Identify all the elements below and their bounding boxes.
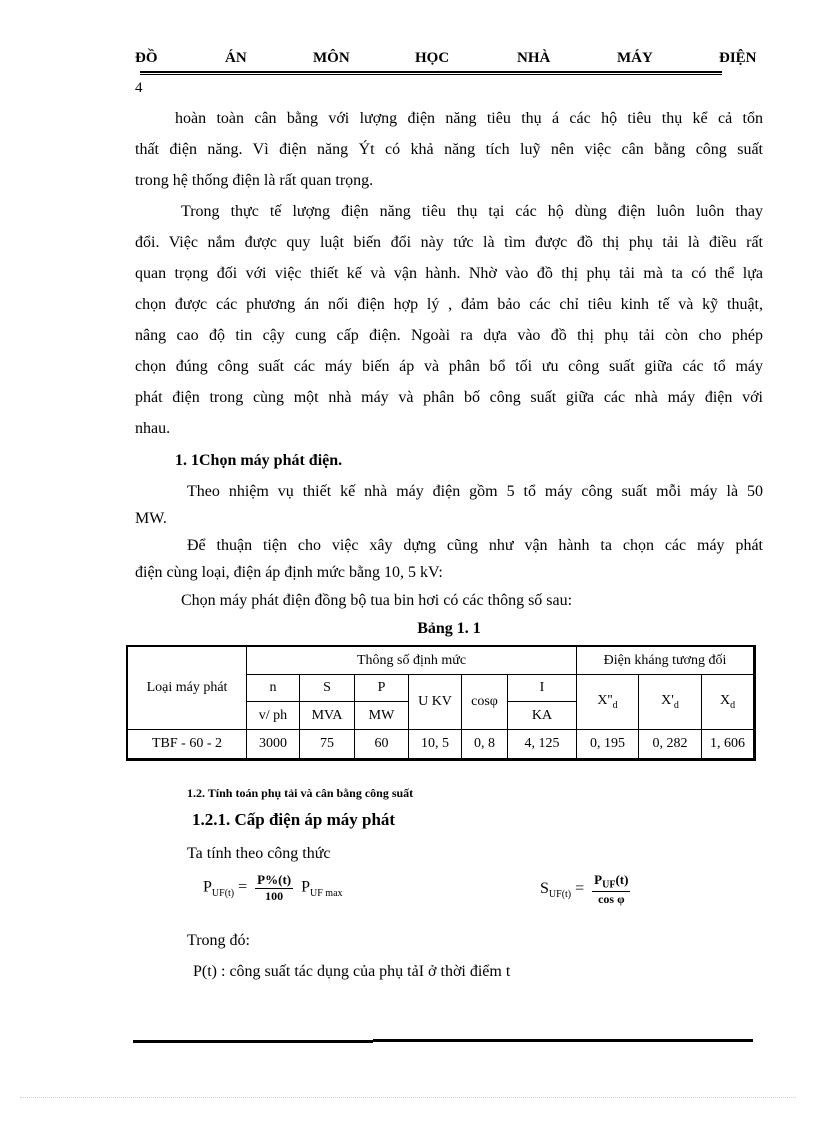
paragraph-line: chọn đúng công suất các máy biến áp và phân bổ tối ưu công suất giữa các tổ máy (135, 358, 763, 375)
th-i-unit: KA (508, 702, 577, 730)
subsection-heading: 1.2.1. Cấp điện áp máy phát (192, 810, 396, 829)
paragraph-line: quan trọng đối với việc thiết kế và vận hành. Nhờ vào đồ thị phụ tải mà ta có thể lựa (135, 265, 763, 282)
table-cell: 0, 282 (639, 730, 702, 759)
paragraph-line: hoàn toàn cân bằng với lượng điện năng tiêu thụ á các hộ tiêu thụ kể cả tổn (175, 110, 763, 127)
th-i: I (508, 675, 577, 702)
paragraph-line: Theo nhiệm vụ thiết kế nhà máy điện gồm 5 tổ máy công suất mỗi máy là 50 (187, 483, 763, 500)
th-xd-transient: $X'_d$ (639, 675, 702, 730)
header-word: NHÀ (517, 50, 551, 66)
paragraph-line: Để thuận tiện cho việc xây dựng cũng như vận hành ta chọn các máy phát (187, 537, 763, 554)
th-s-unit: MVA (300, 702, 355, 730)
th-s: S (300, 675, 355, 702)
table-cell: 1, 606 (702, 730, 754, 759)
paragraph-line: nhau. (135, 420, 171, 437)
table-caption: Bảng 1. 1 (417, 620, 481, 637)
paragraph-line: điện cùng loại, điện áp định mức bằng 10, 5 kV: (135, 564, 443, 581)
table-cell: 0, 195 (577, 730, 639, 759)
th-type: Loại máy phát (128, 647, 247, 730)
fraction: $\frac{P\%(t)}{100}$ (257, 872, 292, 903)
header-word: MÁY (617, 50, 653, 66)
header-rule (140, 71, 722, 73)
th-n-unit: v/ ph (247, 702, 300, 730)
paragraph-line: MW. (135, 510, 167, 527)
th-u: U KV (409, 675, 462, 730)
footer-rule (373, 1039, 753, 1042)
table-cell: 0, 8 (462, 730, 508, 759)
footer-rule (133, 1040, 373, 1043)
where-label: Trong đó: (187, 932, 250, 949)
th-n: n (247, 675, 300, 702)
th-xd: $X_d$ (702, 675, 754, 730)
header-word: ĐIỆN (719, 50, 757, 66)
header-word: ÁN (225, 50, 247, 66)
page-edge-dots (20, 1097, 796, 1098)
table-cell: 60 (355, 730, 409, 759)
table-cell: 4, 125 (508, 730, 577, 759)
header-word: ĐỒ (135, 50, 158, 66)
section-heading: 1. 1Chọn máy phát điện. (175, 452, 343, 469)
th-reactance-group: Điện kháng tương đối (577, 647, 754, 675)
definition-line: P(t) : công suất tác dụng của phụ tảI ở thời điểm t (193, 963, 511, 980)
paragraph-line: Trong thực tế lượng điện năng tiêu thụ tại các hộ dùng điện luôn luôn thay (181, 203, 763, 220)
header-word: MÔN (313, 50, 350, 66)
th-xd-subtransient: $X''_d$ (577, 675, 639, 730)
paragraph-line: đổi. Việc nắm được quy luật biến đổi này tức là tìm được đồ thị phụ tải là điều rất (135, 234, 763, 251)
th-rated-group: Thông số định mức (247, 647, 577, 675)
table-cell: 10, 5 (409, 730, 462, 759)
paragraph-line: Chọn máy phát điện đồng bộ tua bin hơi có các thông số sau: (181, 592, 573, 609)
generator-spec-table (127, 646, 754, 759)
th-p: P (355, 675, 409, 702)
th-cos: cosφ (462, 675, 508, 730)
paragraph-line: phát điện trong cùng một nhà máy và phân bố công suất giữa các nhà máy điện với (135, 389, 763, 406)
paragraph-line: nâng cao độ tin cậy cung cấp điện. Ngoài ra dựa vào đồ thị phụ tải còn cho phép (135, 327, 763, 344)
page-header (135, 50, 763, 70)
paragraph-line: trong hệ thống điện là rất quan trọng. (135, 172, 374, 189)
page-number: 4 (135, 80, 143, 96)
header-word: HỌC (415, 50, 450, 66)
formula-s-uf: $S_{UF(t)}$ = $\frac{P_{UF}(t)}{\text{cos φ}}$ (540, 872, 629, 906)
paragraph-line: thất điện năng. Vì điện năng Ýt có khả năng tích luỹ nên việc cân bằng công suất (135, 141, 763, 158)
header-rule-thin (140, 74, 722, 75)
table-row (128, 730, 754, 759)
th-p-unit: MW (355, 702, 409, 730)
table-cell: 75 (300, 730, 355, 759)
table-cell: 3000 (247, 730, 300, 759)
section-heading: 1.2. Tính toán phụ tải và cân bằng công suất (187, 786, 414, 800)
formula-intro: Ta tính theo công thức (187, 845, 331, 862)
table-cell: TBF - 60 - 2 (128, 730, 247, 759)
paragraph-line: chọn được các phương án nối điện hợp lý , đảm bảo các chỉ tiêu kinh tế và kỹ thuật, (135, 296, 763, 313)
fraction: $\frac{P_{UF}(t)}{\text{cos φ}}$ (594, 872, 629, 906)
formula-p-uf: $P_{UF(t)}$ = $\frac{P\%(t)}{100}$ $P_{UF max}$ (203, 872, 343, 903)
